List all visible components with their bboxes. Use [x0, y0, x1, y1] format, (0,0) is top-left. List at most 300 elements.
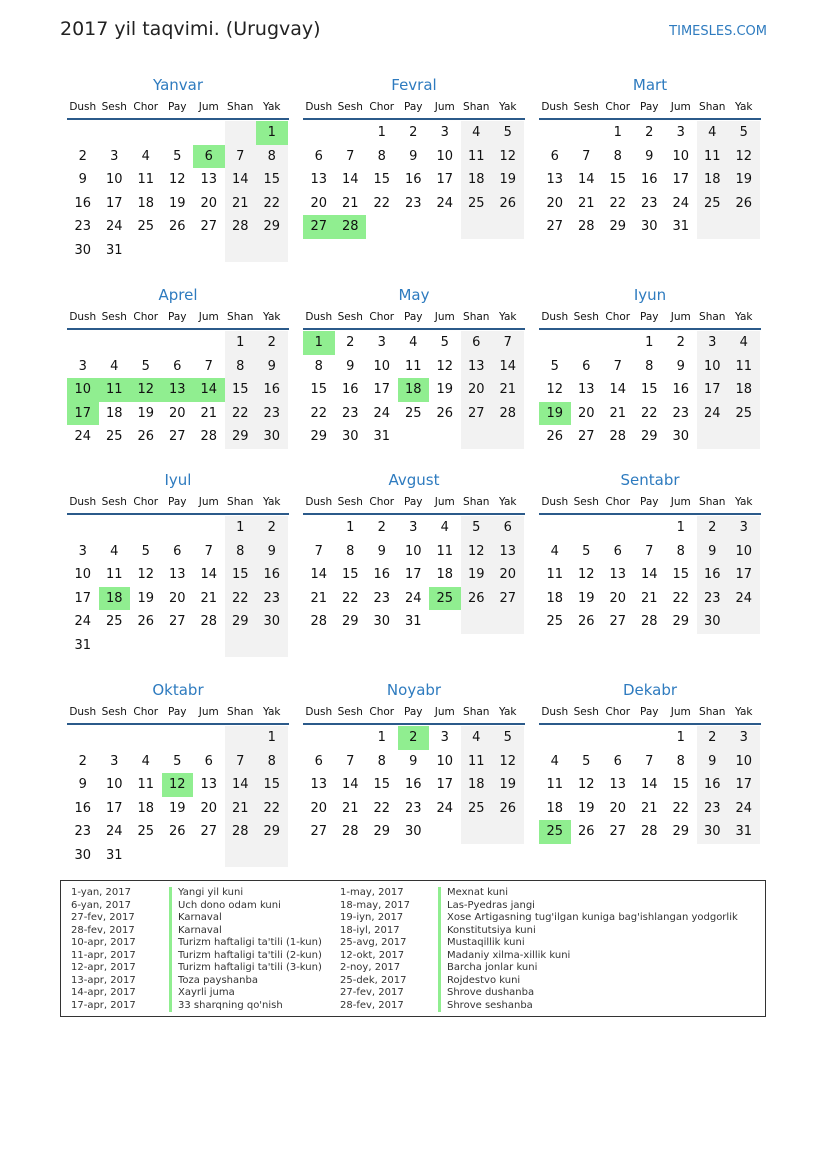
- weekday-label: Jum: [670, 101, 691, 113]
- month-name: Dekabr: [622, 681, 678, 699]
- legend-row: [71, 925, 322, 938]
- holiday-day-cell: 18: [99, 587, 131, 611]
- day-cell: 16: [697, 563, 729, 587]
- empty-cell: [162, 726, 194, 750]
- day-cell: 27: [492, 587, 524, 611]
- holiday-day-cell: 12: [162, 773, 194, 797]
- day-cell: 9: [256, 355, 288, 379]
- day-cell: 28: [577, 219, 595, 234]
- weekday-label: Sesh: [573, 706, 599, 718]
- day-cell: 21: [492, 378, 524, 402]
- day-cell: 3: [78, 543, 87, 559]
- day-cell: 26: [168, 219, 186, 234]
- month-noyabr: [303, 677, 525, 844]
- day-cell: 21: [310, 590, 328, 606]
- day-cell: 12: [461, 540, 493, 564]
- day-cell: 29: [256, 215, 288, 239]
- day-cell: 2: [78, 148, 87, 164]
- empty-cell: [335, 121, 367, 145]
- empty-cell: [225, 121, 257, 145]
- legend-date: 27-fev, 2017: [71, 912, 135, 923]
- empty-cell: [429, 425, 461, 449]
- day-cell: 10: [672, 148, 690, 164]
- holiday-day-cell: 17: [67, 402, 99, 426]
- day-cell: 17: [74, 590, 92, 606]
- day-cell: 12: [137, 567, 155, 582]
- weekday-label: Chor: [369, 311, 395, 323]
- day-cell: 25: [137, 824, 155, 839]
- legend-marker: [169, 1000, 172, 1013]
- day-grid: [303, 726, 525, 844]
- day-cell: 11: [436, 543, 454, 559]
- day-cell: 1: [256, 726, 288, 750]
- day-cell: 11: [137, 777, 155, 792]
- day-cell: 30: [256, 610, 288, 634]
- legend-holiday-name: Turizm haftaligi ta'tili (2-kun): [178, 949, 322, 961]
- day-cell: 9: [409, 753, 418, 769]
- day-cell: 6: [613, 543, 622, 559]
- legend-row: [340, 912, 738, 925]
- weekday-label: Dush: [69, 101, 97, 113]
- weekday-label: Dush: [541, 496, 569, 508]
- day-cell: 15: [672, 777, 690, 792]
- day-cell: 3: [440, 730, 449, 745]
- day-cell: 21: [577, 195, 595, 211]
- day-cell: 29: [672, 824, 690, 839]
- legend-holiday-name: Shrove seshanba: [447, 999, 533, 1011]
- day-cell: 14: [225, 773, 257, 797]
- day-cell: 22: [672, 590, 690, 606]
- day-cell: 14: [310, 567, 328, 582]
- day-cell: 22: [256, 192, 288, 216]
- weekday-label: Pay: [639, 311, 659, 323]
- weekday-label: Shan: [463, 496, 490, 508]
- day-cell: 20: [546, 195, 564, 211]
- weekday-label: Sesh: [337, 706, 363, 718]
- day-cell: 10: [436, 148, 454, 164]
- day-cell: 23: [256, 587, 288, 611]
- empty-cell: [162, 516, 194, 540]
- day-cell: 7: [204, 358, 213, 374]
- day-cell: 23: [256, 402, 288, 426]
- empty-cell: [193, 726, 225, 750]
- empty-cell: [539, 331, 571, 355]
- empty-cell: [429, 820, 461, 844]
- day-cell: 9: [256, 540, 288, 564]
- day-cell: 4: [728, 331, 760, 355]
- day-cell: 21: [225, 192, 257, 216]
- weekday-label: Chor: [605, 311, 631, 323]
- legend-row: [340, 1000, 738, 1013]
- day-grid: [303, 516, 525, 634]
- empty-cell: [193, 239, 225, 263]
- weekday-label: Dush: [305, 101, 333, 113]
- day-cell: 14: [200, 567, 218, 582]
- legend-holiday-name: Rojdestvo kuni: [447, 974, 521, 986]
- day-cell: 30: [256, 425, 288, 449]
- day-cell: 3: [78, 358, 87, 374]
- legend-holiday-name: Karnaval: [178, 924, 222, 936]
- day-cell: 5: [173, 148, 182, 164]
- weekday-header: [67, 701, 289, 725]
- weekday-label: Sesh: [337, 311, 363, 323]
- day-cell: 23: [404, 800, 422, 816]
- day-cell: 26: [492, 192, 524, 216]
- legend-holiday-name: Xayrli juma: [178, 987, 235, 998]
- day-cell: 10: [404, 543, 422, 559]
- empty-cell: [193, 331, 225, 355]
- day-cell: 21: [640, 800, 658, 816]
- holiday-day-cell: 28: [335, 215, 367, 239]
- weekday-label: Chor: [605, 101, 631, 113]
- day-cell: 23: [74, 219, 92, 234]
- day-cell: 17: [105, 800, 123, 816]
- day-cell: 25: [137, 219, 155, 234]
- day-cell: 9: [346, 358, 355, 374]
- weekday-label: Dush: [541, 311, 569, 323]
- weekday-header: [67, 306, 289, 330]
- day-cell: 23: [341, 405, 359, 421]
- weekday-label: Pay: [403, 496, 423, 508]
- day-cell: 8: [314, 358, 323, 374]
- day-cell: 30: [672, 429, 690, 444]
- weekday-label: Shan: [699, 496, 726, 508]
- day-cell: 8: [377, 753, 386, 769]
- legend-marker: [438, 887, 441, 900]
- day-cell: 5: [582, 543, 591, 559]
- day-cell: 25: [404, 405, 422, 421]
- day-cell: 5: [728, 121, 760, 145]
- day-cell: 31: [74, 637, 92, 653]
- legend-row: [71, 937, 322, 950]
- day-cell: 7: [225, 145, 257, 169]
- day-cell: 6: [314, 753, 323, 769]
- weekday-label: Jum: [198, 311, 219, 323]
- day-cell: 6: [582, 358, 591, 374]
- weekday-label: Yak: [735, 311, 753, 323]
- legend-row: [71, 975, 322, 988]
- day-cell: 31: [672, 219, 690, 234]
- legend-date: 6-yan, 2017: [71, 899, 131, 911]
- empty-cell: [728, 215, 760, 239]
- day-cell: 11: [461, 145, 493, 169]
- day-cell: 3: [728, 516, 760, 540]
- day-cell: 26: [436, 405, 454, 421]
- holiday-day-cell: 27: [303, 215, 335, 239]
- month-name: Sentabr: [620, 471, 680, 489]
- day-cell: 20: [310, 195, 328, 211]
- legend-row: [71, 887, 322, 900]
- day-cell: 23: [672, 405, 690, 421]
- legend-date: 25-dek, 2017: [340, 974, 407, 986]
- empty-cell: [67, 121, 99, 145]
- day-cell: 1: [225, 516, 257, 540]
- day-cell: 20: [168, 590, 186, 606]
- day-cell: 15: [672, 567, 690, 582]
- empty-cell: [697, 425, 729, 449]
- weekday-label: Shan: [227, 101, 254, 113]
- day-cell: 12: [577, 777, 595, 792]
- day-cell: 25: [105, 614, 123, 629]
- day-cell: 23: [697, 797, 729, 821]
- day-cell: 10: [697, 355, 729, 379]
- legend-row: [71, 1000, 322, 1013]
- day-cell: 13: [609, 567, 627, 582]
- weekday-label: Pay: [167, 101, 187, 113]
- empty-cell: [193, 634, 225, 658]
- month-fevral: [303, 72, 525, 239]
- empty-cell: [67, 726, 99, 750]
- holiday-day-cell: 19: [539, 402, 571, 426]
- weekday-label: Shan: [227, 706, 254, 718]
- day-cell: 17: [728, 563, 760, 587]
- day-cell: 20: [461, 378, 493, 402]
- day-cell: 12: [436, 358, 454, 374]
- weekday-header: [303, 96, 525, 120]
- weekday-label: Sesh: [573, 101, 599, 113]
- day-cell: 11: [404, 358, 422, 374]
- empty-cell: [429, 215, 461, 239]
- empty-cell: [461, 425, 493, 449]
- day-grid: [539, 516, 761, 634]
- weekday-label: Yak: [263, 101, 281, 113]
- month-avgust: [303, 467, 525, 634]
- legend-holiday-name: Barcha jonlar kuni: [447, 962, 538, 973]
- weekday-label: Jum: [198, 496, 219, 508]
- day-cell: 21: [640, 590, 658, 606]
- day-cell: 19: [168, 800, 186, 816]
- day-cell: 13: [310, 172, 328, 187]
- brand-link[interactable]: TIMESLES.COM: [669, 24, 767, 39]
- weekday-label: Chor: [369, 101, 395, 113]
- legend-date: 18-may, 2017: [340, 899, 410, 911]
- legend-date: 1-may, 2017: [340, 887, 404, 898]
- day-cell: 23: [404, 195, 422, 211]
- day-cell: 28: [640, 824, 658, 839]
- day-cell: 26: [728, 192, 760, 216]
- empty-cell: [193, 516, 225, 540]
- day-cell: 18: [461, 773, 493, 797]
- day-cell: 21: [200, 590, 218, 606]
- day-cell: 4: [440, 520, 449, 535]
- day-cell: 2: [377, 520, 386, 535]
- month-may: [303, 282, 525, 449]
- empty-cell: [571, 726, 603, 750]
- day-cell: 3: [697, 331, 729, 355]
- day-cell: 28: [200, 429, 218, 444]
- day-cell: 2: [78, 753, 87, 769]
- weekday-header: [303, 491, 525, 515]
- day-cell: 17: [373, 382, 391, 397]
- day-cell: 25: [105, 429, 123, 444]
- day-cell: 24: [74, 614, 92, 629]
- day-cell: 24: [672, 195, 690, 211]
- holiday-day-cell: 25: [539, 820, 571, 844]
- day-cell: 18: [697, 168, 729, 192]
- empty-cell: [571, 516, 603, 540]
- day-cell: 18: [461, 168, 493, 192]
- weekday-label: Shan: [227, 496, 254, 508]
- weekday-label: Dush: [305, 496, 333, 508]
- legend-marker: [438, 937, 441, 950]
- legend-date: 25-avg, 2017: [340, 937, 407, 948]
- day-cell: 1: [645, 335, 654, 350]
- day-cell: 7: [645, 753, 654, 769]
- month-oktabr: [67, 677, 289, 867]
- legend-date: 11-apr, 2017: [71, 949, 136, 961]
- day-cell: 19: [577, 800, 595, 816]
- month-name: Yanvar: [152, 76, 204, 94]
- empty-cell: [303, 726, 335, 750]
- weekday-label: Sesh: [101, 496, 127, 508]
- day-cell: 27: [609, 614, 627, 629]
- day-cell: 14: [341, 172, 359, 187]
- weekday-label: Pay: [403, 101, 423, 113]
- day-cell: 1: [225, 331, 257, 355]
- day-cell: 26: [546, 429, 564, 444]
- empty-cell: [193, 121, 225, 145]
- legend-date: 2-noy, 2017: [340, 962, 401, 973]
- day-cell: 28: [492, 402, 524, 426]
- day-cell: 24: [436, 800, 454, 816]
- day-cell: 11: [137, 172, 155, 187]
- empty-cell: [602, 726, 634, 750]
- day-cell: 12: [728, 145, 760, 169]
- day-cell: 11: [461, 750, 493, 774]
- day-cell: 14: [577, 172, 595, 187]
- day-cell: 18: [546, 590, 564, 606]
- day-cell: 15: [640, 382, 658, 397]
- day-cell: 24: [404, 590, 422, 606]
- day-cell: 26: [577, 614, 595, 629]
- day-cell: 30: [640, 219, 658, 234]
- legend-row: [71, 987, 322, 1000]
- day-cell: 19: [137, 405, 155, 421]
- day-cell: 16: [74, 800, 92, 816]
- day-cell: 4: [697, 121, 729, 145]
- day-cell: 12: [492, 145, 524, 169]
- day-cell: 4: [461, 121, 493, 145]
- day-cell: 4: [110, 543, 119, 559]
- day-cell: 20: [200, 195, 218, 211]
- day-cell: 24: [728, 587, 760, 611]
- day-cell: 25: [697, 192, 729, 216]
- day-cell: 18: [546, 800, 564, 816]
- weekday-label: Pay: [403, 311, 423, 323]
- day-cell: 5: [141, 358, 150, 374]
- holiday-day-cell: 18: [398, 378, 430, 402]
- day-cell: 31: [105, 847, 123, 863]
- day-cell: 20: [609, 590, 627, 606]
- month-yanvar: [67, 72, 289, 262]
- legend-marker: [169, 925, 172, 938]
- legend-marker: [169, 962, 172, 975]
- empty-cell: [130, 634, 162, 658]
- day-cell: 22: [609, 195, 627, 211]
- legend-date: 19-iyn, 2017: [340, 912, 404, 923]
- empty-cell: [99, 726, 131, 750]
- month-iyul: [67, 467, 289, 657]
- day-cell: 20: [310, 800, 328, 816]
- day-cell: 29: [373, 824, 391, 839]
- day-cell: 27: [200, 824, 218, 839]
- weekday-label: Sesh: [573, 496, 599, 508]
- day-cell: 21: [341, 195, 359, 211]
- legend-column-left: [71, 887, 322, 1012]
- legend-marker: [438, 975, 441, 988]
- empty-cell: [99, 121, 131, 145]
- day-cell: 24: [373, 405, 391, 421]
- day-cell: 18: [105, 405, 123, 421]
- page-title: 2017 yil taqvimi. (Urugvay): [60, 18, 321, 40]
- legend-row: [340, 975, 738, 988]
- day-cell: 9: [409, 148, 418, 164]
- day-cell: 13: [461, 355, 493, 379]
- weekday-header: [303, 701, 525, 725]
- day-cell: 17: [436, 172, 454, 187]
- day-cell: 25: [728, 402, 760, 426]
- day-cell: 22: [225, 402, 257, 426]
- empty-cell: [256, 239, 288, 263]
- legend-row: [340, 987, 738, 1000]
- day-cell: 25: [461, 797, 493, 821]
- holiday-day-cell: 25: [429, 587, 461, 611]
- holiday-day-cell: 2: [398, 726, 430, 750]
- day-cell: 3: [377, 335, 386, 350]
- day-cell: 18: [728, 378, 760, 402]
- day-cell: 5: [440, 335, 449, 350]
- empty-cell: [461, 820, 493, 844]
- weekday-label: Pay: [167, 496, 187, 508]
- legend-date: 27-fev, 2017: [340, 987, 404, 998]
- day-cell: 27: [609, 824, 627, 839]
- day-cell: 28: [609, 429, 627, 444]
- legend-date: 12-okt, 2017: [340, 949, 405, 961]
- weekday-label: Shan: [463, 101, 490, 113]
- weekday-label: Sesh: [101, 101, 127, 113]
- holiday-day-cell: 1: [303, 331, 335, 355]
- day-cell: 1: [377, 125, 386, 140]
- day-cell: 2: [256, 331, 288, 355]
- day-cell: 13: [492, 540, 524, 564]
- legend-holiday-name: Mexnat kuni: [447, 887, 509, 898]
- day-cell: 19: [492, 773, 524, 797]
- day-cell: 29: [672, 614, 690, 629]
- day-cell: 26: [137, 614, 155, 629]
- month-name: Avgust: [388, 471, 440, 489]
- day-cell: 7: [492, 331, 524, 355]
- day-cell: 30: [341, 429, 359, 444]
- day-cell: 16: [256, 563, 288, 587]
- empty-cell: [634, 726, 666, 750]
- day-cell: 15: [256, 168, 288, 192]
- empty-cell: [162, 239, 194, 263]
- month-aprel: [67, 282, 289, 449]
- day-cell: 11: [728, 355, 760, 379]
- month-name: Iyul: [164, 471, 192, 489]
- empty-cell: [162, 844, 194, 868]
- day-cell: 9: [645, 148, 654, 164]
- day-cell: 29: [609, 219, 627, 234]
- weekday-label: Yak: [263, 706, 281, 718]
- weekday-label: Shan: [699, 311, 726, 323]
- legend-holiday-name: 33 sharqning qo'nish: [178, 999, 283, 1011]
- month-name: Iyun: [633, 286, 667, 304]
- day-cell: 22: [341, 590, 359, 606]
- day-cell: 19: [728, 168, 760, 192]
- day-cell: 1: [676, 730, 685, 745]
- legend-marker: [169, 950, 172, 963]
